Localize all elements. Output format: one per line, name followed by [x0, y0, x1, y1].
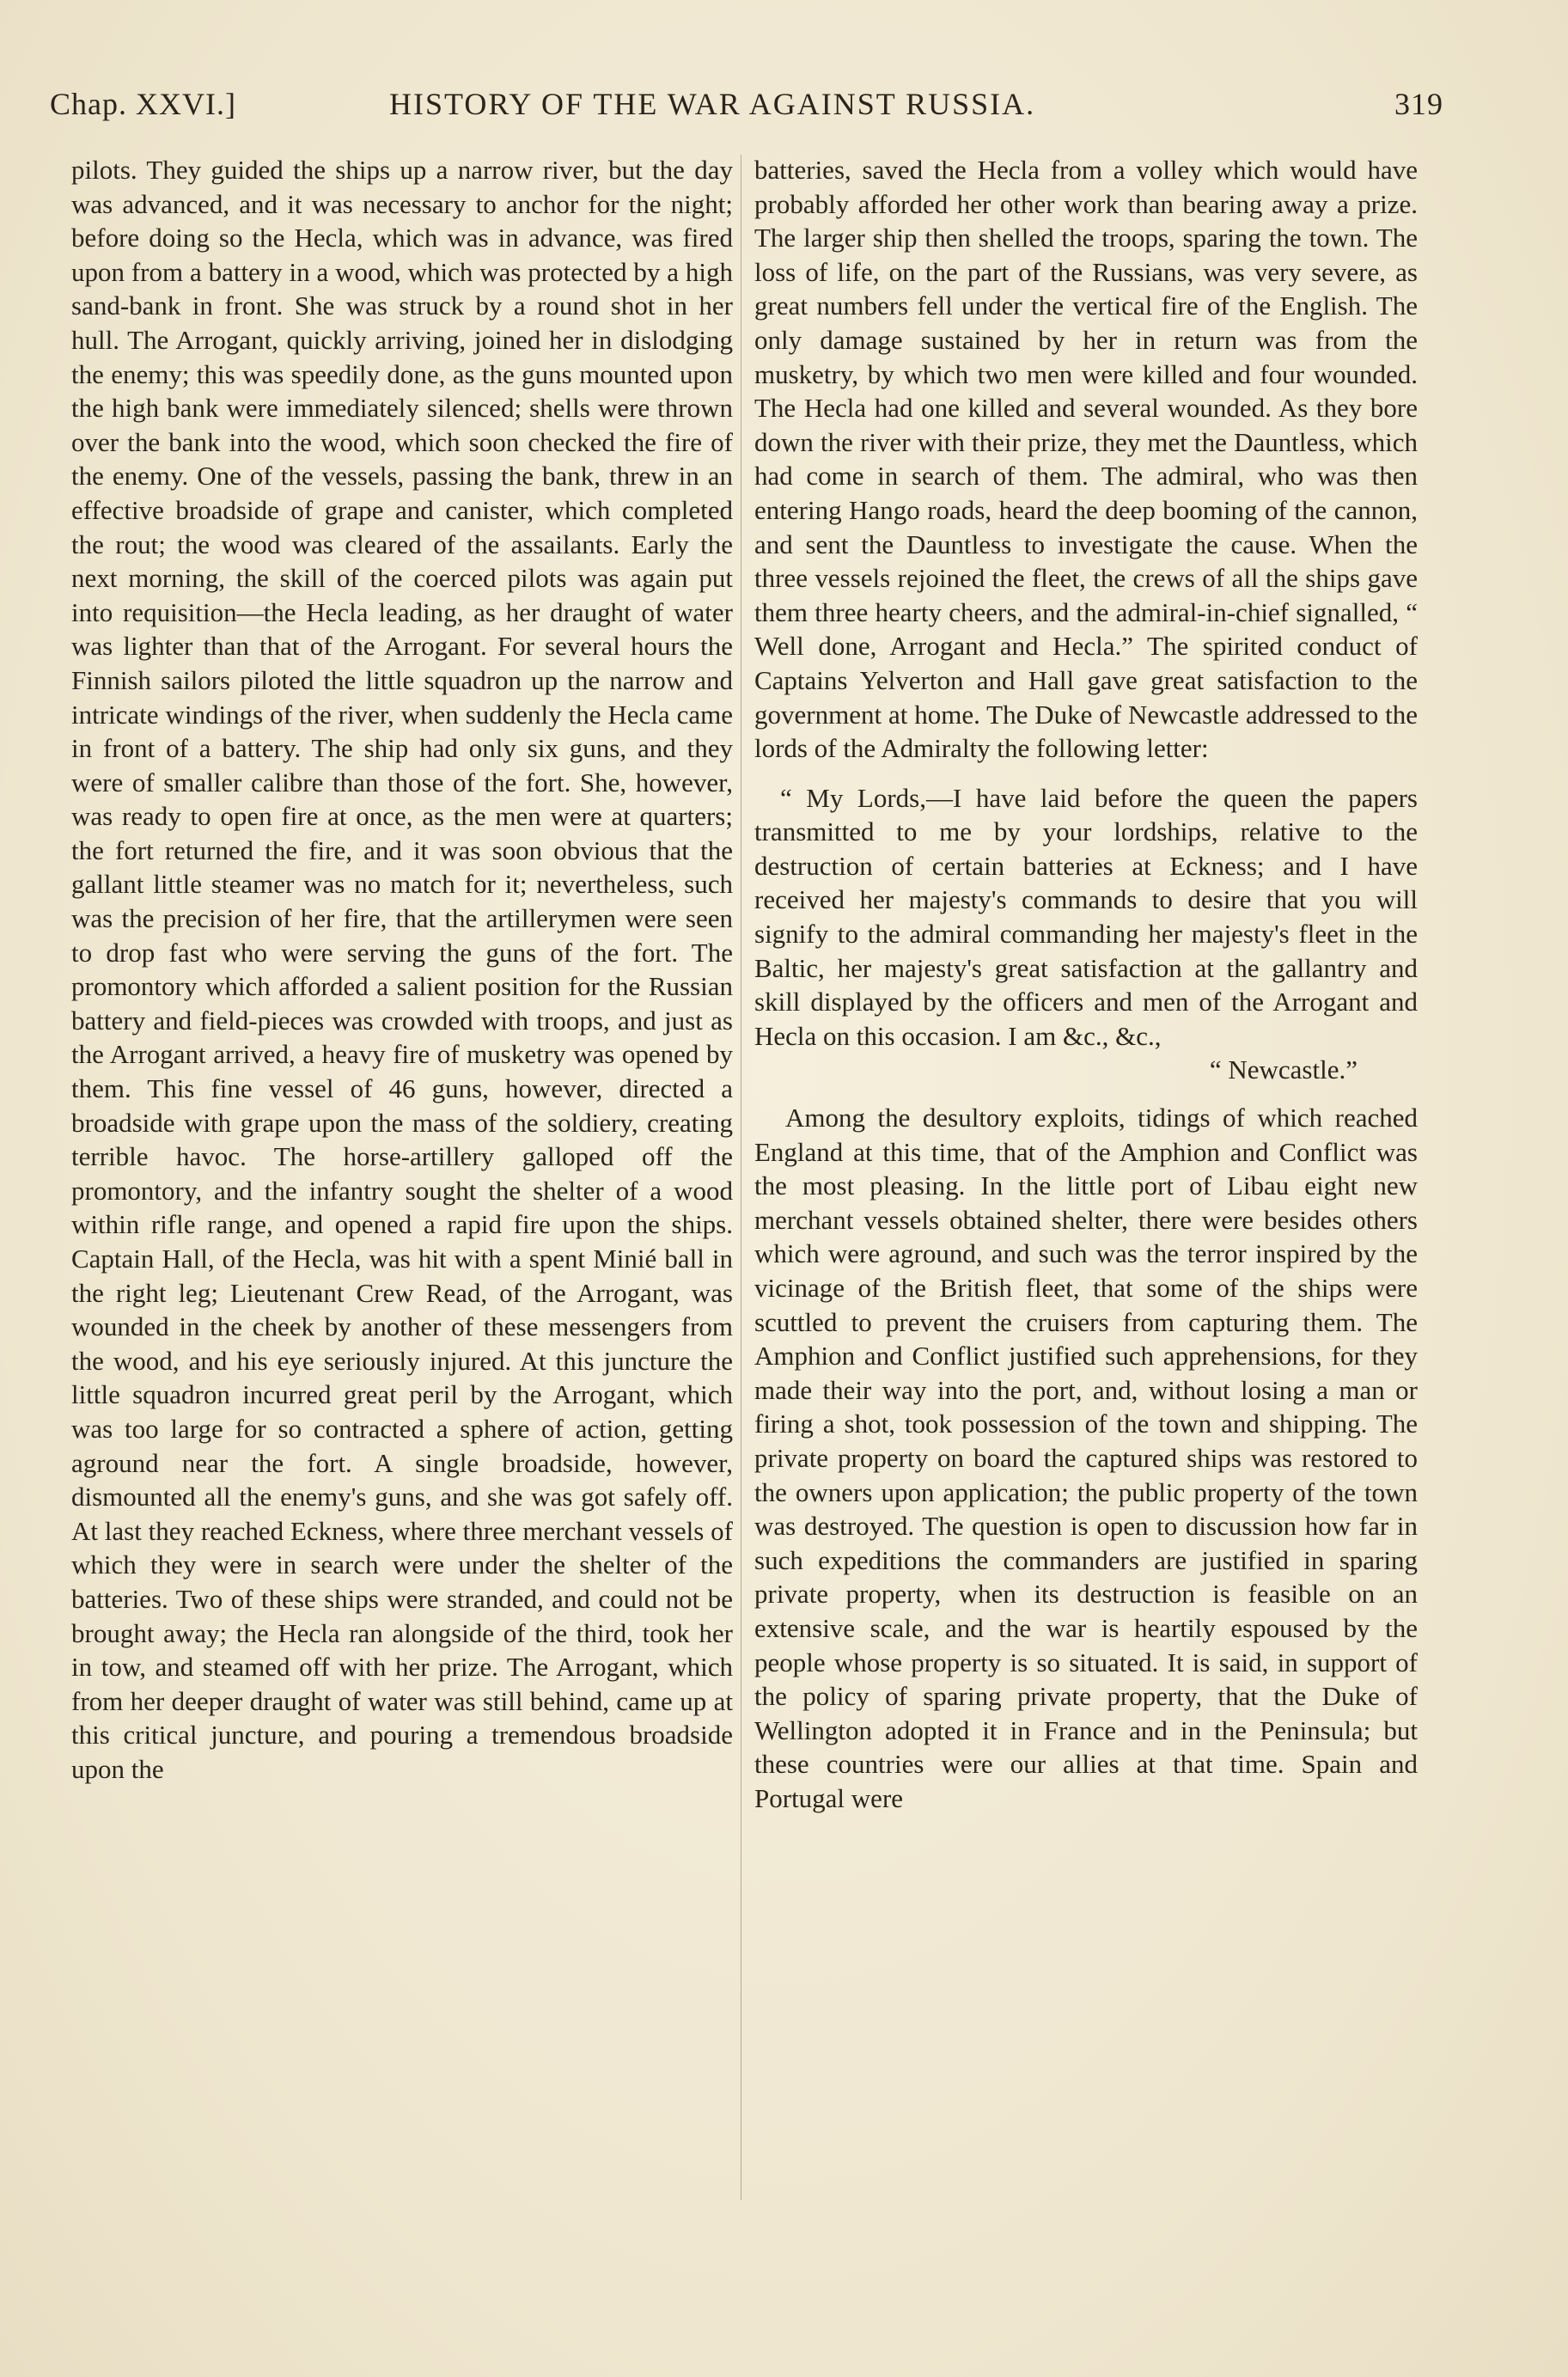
right-paragraph-2: Among the desultory exploits, tidings of which reached England at this time, that of the Amphion and Conflict was the most pleasing. In the little port of Libau eight new merchant vessels obtained shelter, there were besides others which were aground, and such was the terror inspired by the vicinage of the British fleet, that some of the ships were scuttled to prevent the cruisers from capturing them. The Amphion and Conflict justified such apprehensions, for they made their way into the port, and, without losing a man or firing a shot, took possession of the town and shipping. The private property on board the captured ships was restored to the owners upon application; the public property of the town was destroyed. The question is open to discussion how far in such expeditions the commanders are justified in sparing private property, when its destruction is feasible on an extensive scale, and the war is heartily espoused by the people whose property is so situated. It is said, in support of the policy of sparing private property, that the Duke of Wellington adopted it in France and in the Peninsula; but these countries were our allies at that time. Spain and Portugal were	[754, 1103, 1418, 1813]
page-number: 319	[1394, 87, 1443, 121]
duke-letter: “ My Lords,—I have laid before the queen the papers transmitted to me by your lordships, relative to the destruction of certain batteries at Eckness; and I have received her majesty's commands to desire that you will signify to the admiral commanding her majesty's fleet in the Baltic, her majesty's great satisfaction at the gallantry and skill displayed by the officers and men of the Arrogant and Hecla on this occasion. I am &c., &c.,	[754, 782, 1418, 1051]
chapter-label: Chap. XXVI.]	[50, 87, 236, 121]
left-column-text: pilots. They guided the ships up a narrow river, but the day was advanced, and it was necessary to anchor for the night; before doing so the Hecla, which was in advance, was fired upon from a battery in a wood, which was protected by a high sand-bank in front. She was struck by a round shot in her hull. The Arrogant, quickly arriving, joined her in dislodging the enemy; this was speedily done, as the guns mounted upon the high bank were immediately silenced; shells were thrown over the bank into the wood, which soon checked the fire of the enemy. One of the vessels, passing the bank, threw in an effective broadside of grape and canister, which completed the rout; the wood was cleared of the assailants. Early the next morning, the skill of the coerced pilots was again put into requisition—the Hecla leading, as her draught of water was lighter than that of the Arrogant. For several hours the Finnish sailors piloted the little squadron up the narrow and intricate windings of the river, when suddenly the Hecla came in front of a battery. The ship had only six guns, and they were of smaller calibre than those of the fort. She, however, was ready to open fire at once, as the men were at quarters; the fort returned the fire, and it was soon obvious that the gallant little steamer was no match for it; nevertheless, such was the precision of her fire, that the artillerymen were seen to drop fast who were serving the guns of the fort. The promontory which afforded a salient position for the Russian battery and field-pieces was crowded with troops, and just as the Arrogant arrived, a heavy fire of musketry was opened by them. This fine vessel of 46 guns, however, directed a broadside with grape upon the mass of the soldiery, creating terrible havoc. The horse-artillery galloped off the promontory, and the infantry sought the shelter of a wood within rifle range, and opened a rapid fire upon the ships. Captain Hall, of the Hecla, was hit with a spent Minié ball in the right leg; Lieutenant Crew Read, of the Arrogant, was wounded in the cheek by another of these messengers from the wood, and his eye seriously injured. At this juncture the little squadron incurred great peril by the Arrogant, which was too large for so contracted a sphere of action, getting aground near the fort. A single broadside, however, dismounted all the enemy's guns, and she was got safely off. At last they reached Eckness, where three merchant vessels of which they were in search were under the shelter of the batteries. Two of these ships were stranded, and could not be brought away; the Hecla ran alongside of the third, took her in tow, and steamed off with her prize. The Arrogant, which from her deeper draught of water was still behind, came up at this critical juncture, and pouring a tremendous broadside upon the	[71, 155, 733, 1784]
letter-signature: “ Newcastle.”	[1209, 1054, 1358, 1085]
left-column	[71, 153, 733, 1787]
right-column	[754, 153, 1418, 1816]
running-title: HISTORY OF THE WAR AGAINST RUSSIA.	[389, 87, 1036, 121]
running-header	[50, 86, 1443, 137]
right-paragraph-1: batteries, saved the Hecla from a volley which would have probably afforded her other work than bearing away a prize. The larger ship then shelled the troops, sparing the town. The loss of life, on the part of the Russians, was very severe, as great numbers fell under the vertical fire of the English. The only damage sustained by her in return was from the musketry, by which two men were killed and four wounded. The Hecla had one killed and several wounded. As they bore down the river with their prize, they met the Dauntless, which had come in search of them. The admiral, who was then entering Hango roads, heard the deep booming of the cannon, and sent the Dauntless to investigate the cause. When the three vessels rejoined the fleet, the crews of all the ships gave them three hearty cheers, and the admiral-in-chief signalled, “ Well done, Arrogant and Hecla.” The spirited conduct of Captains Yelverton and Hall gave great satisfaction to the government at home. The Duke of Newcastle addressed to the lords of the Admiralty the following letter:	[754, 155, 1418, 764]
